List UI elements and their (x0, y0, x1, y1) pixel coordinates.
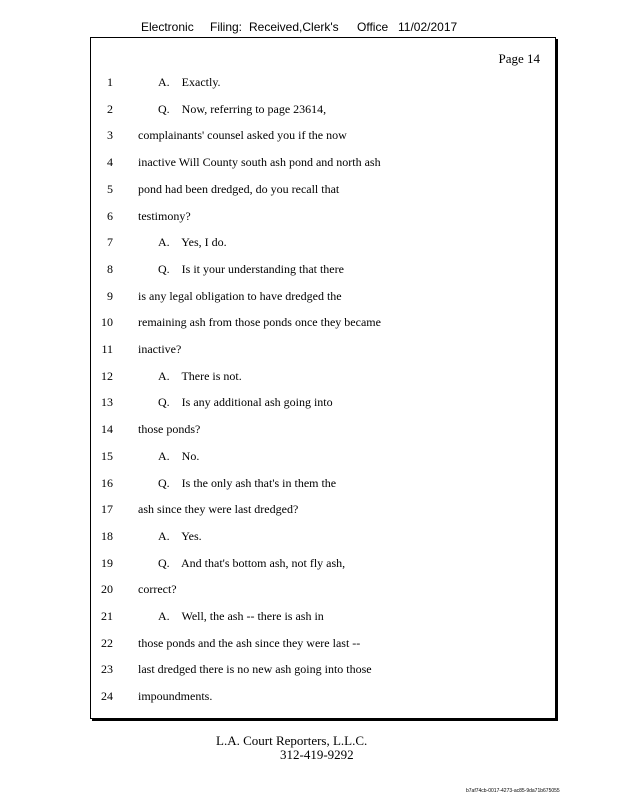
transcript-line (91, 633, 555, 653)
transcript-line (91, 579, 555, 599)
line-text: remaining ash from those ponds once they became (138, 315, 381, 330)
line-text: is any legal obligation to have dredged the (138, 288, 342, 303)
line-text: testimony? (138, 208, 191, 223)
document-hash: b7af74cb-0017-4273-ac85-9da71b675055 (466, 788, 560, 794)
filing-received: Received,Clerk's (249, 20, 339, 34)
line-number: 7 (107, 235, 113, 250)
line-text: ash since they were last dredged? (138, 502, 299, 517)
transcript-line (91, 606, 555, 626)
line-text: A. There is not. (158, 368, 242, 383)
line-number: 22 (101, 635, 113, 650)
transcript-line (91, 419, 555, 439)
line-number: 1 (107, 75, 113, 89)
line-number: 18 (101, 528, 113, 543)
line-text: those ponds and the ash since they were last -- (138, 635, 361, 650)
line-text: correct? (138, 582, 177, 597)
filing-date: 11/02/2017 (398, 20, 458, 34)
line-number: 5 (107, 181, 113, 196)
line-number: 4 (107, 155, 113, 170)
line-text: A. Exactly. (158, 75, 221, 89)
court-reporter-name: L.A. Court Reporters, L.L.C. (216, 733, 368, 748)
transcript-line (91, 526, 555, 546)
line-number: 20 (101, 582, 113, 597)
line-number: 8 (107, 261, 113, 276)
line-text: Q. Is the only ash that's in them the (158, 475, 337, 490)
line-number: 12 (101, 368, 113, 383)
transcript-line (91, 232, 555, 252)
line-text: those ponds? (138, 422, 201, 437)
transcript-line (91, 339, 555, 359)
line-text: Q. Is it your understanding that there (158, 261, 344, 276)
line-text: A. Yes, I do. (158, 235, 227, 250)
transcript-line (91, 99, 555, 119)
page-number: Page 14 (498, 51, 540, 66)
filing-label: Filing: (210, 20, 243, 34)
transcript-line (91, 686, 555, 706)
filing-office: Office (357, 20, 389, 34)
transcript-page-frame (90, 37, 556, 719)
line-number: 15 (101, 448, 113, 463)
transcript-line (91, 553, 555, 573)
line-text: complainants' counsel asked you if the now (138, 128, 347, 143)
line-number: 9 (107, 288, 113, 303)
transcript-line (91, 473, 555, 493)
line-text: inactive? (138, 342, 182, 356)
line-number: 23 (101, 662, 113, 677)
line-text: Q. Is any additional ash going into (158, 395, 333, 410)
line-text: A. No. (158, 448, 200, 463)
transcript-line (91, 125, 555, 145)
transcript-line (91, 206, 555, 226)
transcript-line (91, 392, 555, 412)
line-number: 24 (101, 689, 113, 704)
transcript-line (91, 659, 555, 679)
transcript-line (91, 72, 555, 92)
transcript-line (91, 259, 555, 279)
line-number: 11 (101, 342, 113, 356)
line-number: 19 (101, 555, 113, 570)
line-number: 17 (101, 502, 113, 517)
line-number: 6 (107, 208, 113, 223)
filing-stamp-header (0, 20, 618, 38)
transcript-line (91, 179, 555, 199)
filing-electronic: Electronic (141, 20, 194, 34)
line-number: 13 (101, 395, 113, 410)
line-text: impoundments. (138, 689, 213, 704)
line-text: pond had been dredged, do you recall that (138, 181, 340, 196)
line-text: A. Well, the ash -- there is ash in (158, 609, 324, 623)
transcript-line (91, 366, 555, 386)
line-text: Q. Now, referring to page 23614, (158, 101, 327, 116)
line-number: 14 (101, 422, 113, 437)
transcript-line (91, 446, 555, 466)
line-number: 16 (101, 475, 113, 490)
transcript-line (91, 312, 555, 332)
line-text: A. Yes. (158, 528, 202, 543)
line-text: last dredged there is no new ash going into those (138, 662, 372, 677)
transcript-line (91, 286, 555, 306)
transcript-line (91, 152, 555, 172)
line-text: inactive Will County south ash pond and north ash (138, 155, 381, 170)
line-number: 10 (101, 315, 113, 330)
court-reporter-phone: 312-419-9292 (280, 747, 354, 762)
line-text: Q. And that's bottom ash, not fly ash, (158, 555, 346, 570)
line-number: 2 (107, 101, 113, 116)
transcript-line (91, 499, 555, 519)
line-number: 3 (107, 128, 113, 143)
line-number: 21 (101, 609, 113, 623)
